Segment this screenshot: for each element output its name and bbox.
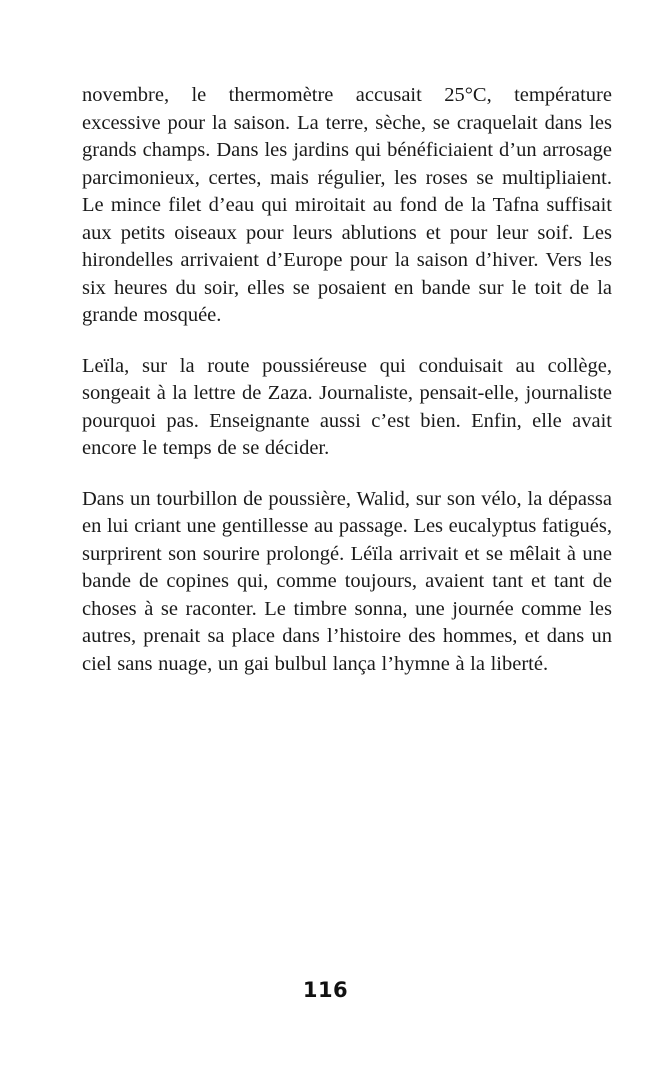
paragraph-1: novembre, le thermomètre accusait 25°C, température excessive pour la saison. La terre, sèche, se craquelait dans les grands champs. Dans les jardins qui bénéficiaient d’un arrosage parcimonieux, certes, mais régulier, les roses se multipliaient. Le mince filet d’eau qui miroitait au fond de la Tafna suffisait aux petits oiseaux pour leurs ablutions et pour leur soif. Les hirondelles arrivaient d’Europe pour la saison d’hiver. Vers les six heures du soir, elles se posaient en bande sur le toit de la grande mosquée. bbox=[82, 84, 612, 326]
page-number: 116 bbox=[302, 978, 349, 1002]
paragraph-2: Leïla, sur la route poussiéreuse qui conduisait au collège, songeait à la lettre de Zaza. Journaliste, pensait-elle, journaliste pourquoi pas. Enseignante aussi c’est bien. Enfin, elle avait encore le temps de se décider. bbox=[82, 354, 612, 459]
body-text bbox=[82, 82, 612, 701]
paragraph-3: Dans un tourbillon de poussière, Walid, sur son vélo, la dépassa en lui criant une gentillesse au passage. Les eucalyptus fatigués, surprirent son sourire prolongé. Léïla arrivait et se mêlait à une bande de copines qui, comme toujours, avaient tant et tant de choses à se raconter. Le timbre sonna, une journée comme les autres, prenait sa place dans l’histoire des hommes, et dans un ciel sans nuage, un gai bulbul lança l’hymne à la liberté. bbox=[82, 487, 612, 675]
